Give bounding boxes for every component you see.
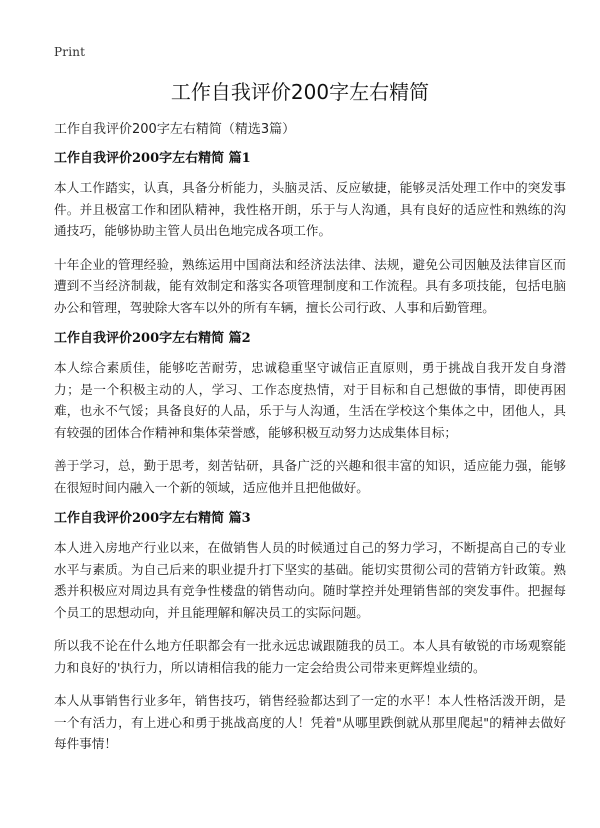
section-heading: 工作自我评价200字左右精简 篇1 bbox=[54, 151, 251, 166]
print-label: Print bbox=[54, 45, 86, 59]
paragraph: 十年企业的管理经验，熟练运用中国商法和经济法法律、法规，避免公司因触及法律盲区而遭到不当经济制裁，能有效制定和落实各项管理制度和工作流程。具有多项技能，包括电脑办公和管理，驾驶除大客车以外的所有车辆，擅长公司行政、人事和后勤管理。 bbox=[54, 256, 566, 315]
section-1 bbox=[54, 150, 566, 318]
section-heading: 工作自我评价200字左右精简 篇2 bbox=[54, 331, 251, 346]
paragraph: 本人综合素质佳，能够吃苦耐劳，忠诚稳重坚守诚信正直原则，勇于挑战自我开发自身潜力；是一个积极主动的人，学习、工作态度热情，对于目标和自己想做的事情，即使再困难，也永不气馁；具备良好的人品，乐于与人沟通，生活在学校这个集体之中，团他人，具有较强的团体合作精神和集体荣誉感，能够积极互动努力达成集体目标； bbox=[54, 360, 566, 440]
section-3 bbox=[54, 510, 566, 755]
paragraph: 善于学习，总，勤于思考，刻苦钻研，具备广泛的兴趣和很丰富的知识，适应能力强，能够在很短时间内融入一个新的领域，适应他并且把他做好。 bbox=[54, 458, 566, 495]
paragraph: 本人进入房地产行业以来，在做销售人员的时候通过自己的努力学习，不断提高自己的专业水平与素质。为自己后来的职业提升打下坚实的基础。能切实贯彻公司的营销方针政策。熟悉并积极应对周边具有竞争性楼盘的销售动向。随时掌控并处理销售部的突发事件。把握每个员工的思想动向，并且能理解和解决员工的实际问题。 bbox=[54, 540, 566, 620]
paragraph: 本人从事销售行业多年，销售技巧，销售经验都达到了一定的水平！本人性格活泼开朗，是一个有活力，有上进心和勇于挑战高度的人！凭着"从哪里跌倒就从那里爬起"的精神去做好每件事情！ bbox=[54, 693, 566, 751]
document-subtitle: 工作自我评价200字左右精简（精选3篇） bbox=[54, 122, 296, 137]
document-title: 工作自我评价200字左右精简 bbox=[170, 80, 430, 104]
paragraph: 所以我不论在什么地方任职都会有一批永远忠诚跟随我的员工。本人具有敏锐的市场观察能力和良好的'执行力，所以请相信我的能力一定会给贵公司带来更辉煌业绩的。 bbox=[54, 638, 566, 675]
section-heading: 工作自我评价200字左右精简 篇3 bbox=[54, 511, 251, 526]
document-body bbox=[54, 150, 566, 767]
section-2 bbox=[54, 330, 566, 498]
paragraph: 本人工作踏实，认真，具备分析能力，头脑灵活、反应敏捷，能够灵活处理工作中的突发事件。并且极富工作和团队精神，我性格开朗，乐于与人沟通，具有良好的适应性和熟练的沟通技巧，能够协助主管人员出色地完成各项工作。 bbox=[54, 180, 566, 238]
